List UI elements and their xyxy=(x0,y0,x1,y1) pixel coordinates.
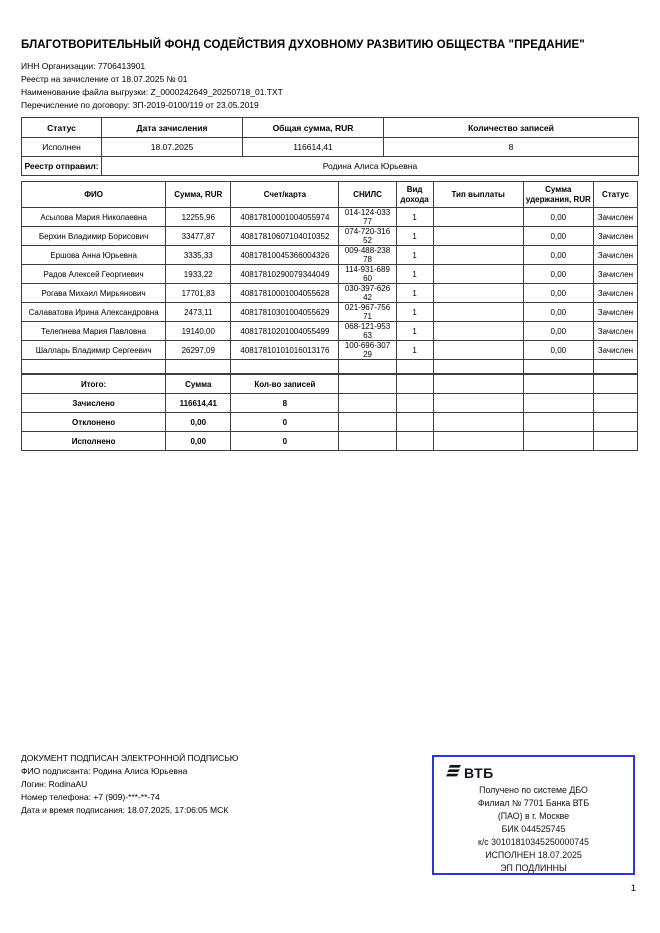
cell-amount: 17701,83 xyxy=(166,284,231,303)
cell-fio: Ершова Анна Юрьевна xyxy=(22,246,166,265)
cell-income-type: 1 xyxy=(396,227,433,246)
summary-total-value: 116614,41 xyxy=(243,138,384,157)
col-header-income-type: Вид дохода xyxy=(396,182,433,208)
signer-login-line: Логин: RodinaAU xyxy=(21,779,88,789)
vtb-logo-text: ВТБ xyxy=(464,765,494,781)
cell-payout-type xyxy=(433,208,523,227)
totals-header-row xyxy=(22,374,638,394)
cell-payout-type xyxy=(433,284,523,303)
cell-withholding: 0,00 xyxy=(523,322,593,341)
cell-income-type: 1 xyxy=(396,208,433,227)
summary-header-row xyxy=(22,118,639,138)
org-title: БЛАГОТВОРИТЕЛЬНЫЙ ФОНД СОДЕЙСТВИЯ ДУХОВНОМУ РАЗВИТИЮ ОБЩЕСТВА "ПРЕДАНИЕ" xyxy=(21,39,585,51)
sender-label: Реестр отправил: xyxy=(22,157,102,176)
cell-status: Зачислен xyxy=(593,284,637,303)
summary-status-value: Исполнен xyxy=(22,138,102,157)
cell-snils: 021-967-756 71 xyxy=(339,303,396,322)
stamp-line-branch: Филиал № 7701 Банка ВТБ xyxy=(477,798,590,808)
cell-withholding: 0,00 xyxy=(523,303,593,322)
table-row xyxy=(22,303,638,322)
signature-title: ДОКУМЕНТ ПОДПИСАН ЭЛЕКТРОННОЙ ПОДПИСЬЮ xyxy=(21,753,239,763)
cell-account: 40817810045366004326 xyxy=(231,246,339,265)
vtb-logo xyxy=(446,764,633,782)
stamp-line-city: (ПАО) в г. Москве xyxy=(497,811,570,821)
col-header-fio: ФИО xyxy=(22,182,166,208)
cell-withholding: 0,00 xyxy=(523,246,593,265)
page-number: 1 xyxy=(630,883,636,894)
cell-snils: 009-488-238 78 xyxy=(339,246,396,265)
cell-amount: 19140,00 xyxy=(166,322,231,341)
cell-amount: 3335,33 xyxy=(166,246,231,265)
col-header-account: Счет/карта xyxy=(231,182,339,208)
cell-payout-type xyxy=(433,227,523,246)
cell-income-type: 1 xyxy=(396,341,433,360)
cell-payout-type xyxy=(433,246,523,265)
cell-snils: 074-720-316 52 xyxy=(339,227,396,246)
summary-header-date: Дата зачисления xyxy=(102,118,243,138)
register-header-row xyxy=(22,182,638,208)
col-header-withholding: Сумма удержания, RUR xyxy=(523,182,593,208)
separator-row xyxy=(22,360,638,375)
stamp-text xyxy=(434,784,633,875)
cell-status: Зачислен xyxy=(593,341,637,360)
cell-account: 40817810607104010352 xyxy=(231,227,339,246)
stamp-line-bik: БИК 044525745 xyxy=(501,824,566,834)
cell-amount: 26297,09 xyxy=(166,341,231,360)
col-header-payout-type: Тип выплаты xyxy=(433,182,523,208)
totals-row-executed xyxy=(22,432,638,451)
table-row xyxy=(22,246,638,265)
cell-snils: 114-931-689 60 xyxy=(339,265,396,284)
cell-account: 40817810001004055628 xyxy=(231,284,339,303)
col-header-status: Статус xyxy=(593,182,637,208)
cell-amount: 33477,87 xyxy=(166,227,231,246)
summary-value-row xyxy=(22,138,639,157)
cell-snils: 100-696-307 29 xyxy=(339,341,396,360)
cell-income-type: 1 xyxy=(396,265,433,284)
cell-snils: 068-121-953 63 xyxy=(339,322,396,341)
cell-income-type: 1 xyxy=(396,284,433,303)
cell-payout-type xyxy=(433,322,523,341)
cell-fio: Шалларь Владимир Сергеевич xyxy=(22,341,166,360)
stamp-line-corr-account: к/с 30101810345250000745 xyxy=(478,837,589,847)
cell-income-type: 1 xyxy=(396,322,433,341)
contract-line: Перечисление по договору: ЗП-2019-0100/119 от 23.05.2019 xyxy=(21,100,259,110)
table-row xyxy=(22,284,638,303)
cell-account: 40817810301004055629 xyxy=(231,303,339,322)
cell-status: Зачислен xyxy=(593,303,637,322)
cell-status: Зачислен xyxy=(593,265,637,284)
cell-snils: 014-124-033 77 xyxy=(339,208,396,227)
totals-row-count: 0 xyxy=(231,432,339,451)
cell-account: 40817810101016013176 xyxy=(231,341,339,360)
totals-row-sum: 116614,41 xyxy=(166,394,231,413)
table-row xyxy=(22,208,638,227)
cell-fio: Телепнева Мария Павловна xyxy=(22,322,166,341)
sender-value: Родина Алиса Юрьевна xyxy=(102,157,639,176)
cell-payout-type xyxy=(433,341,523,360)
cell-status: Зачислен xyxy=(593,246,637,265)
cell-status: Зачислен xyxy=(593,322,637,341)
cell-withholding: 0,00 xyxy=(523,265,593,284)
totals-row-label: Исполнено xyxy=(22,432,166,451)
cell-account: 40817810001004055974 xyxy=(231,208,339,227)
totals-row-sum: 0,00 xyxy=(166,413,231,432)
cell-fio: Радов Алексей Георгиевич xyxy=(22,265,166,284)
totals-row-label: Отклонено xyxy=(22,413,166,432)
table-row xyxy=(22,265,638,284)
totals-sum-header: Сумма xyxy=(166,374,231,394)
cell-withholding: 0,00 xyxy=(523,227,593,246)
totals-label: Итого: xyxy=(22,374,166,394)
stamp-line-executed: ИСПОЛНЕН 18.07.2025 xyxy=(485,850,582,860)
col-header-amount: Сумма, RUR xyxy=(166,182,231,208)
table-row xyxy=(22,341,638,360)
totals-row-credited xyxy=(22,394,638,413)
signature-block xyxy=(21,752,401,817)
vtb-bank-stamp xyxy=(432,755,635,875)
cell-fio: Асылова Мария Николаевна xyxy=(22,208,166,227)
signer-name-line: ФИО подписанта: Родина Алиса Юрьевна xyxy=(21,766,188,776)
summary-header-total: Общая сумма, RUR xyxy=(243,118,384,138)
vtb-stripes-icon xyxy=(446,764,461,782)
summary-header-status: Статус xyxy=(22,118,102,138)
summary-table xyxy=(21,117,639,176)
cell-account: 40817810290079344049 xyxy=(231,265,339,284)
cell-withholding: 0,00 xyxy=(523,284,593,303)
totals-row-count: 0 xyxy=(231,413,339,432)
cell-status: Зачислен xyxy=(593,227,637,246)
totals-row-label: Зачислено xyxy=(22,394,166,413)
totals-row-sum: 0,00 xyxy=(166,432,231,451)
cell-income-type: 1 xyxy=(396,246,433,265)
register-table xyxy=(21,181,638,451)
cell-income-type: 1 xyxy=(396,303,433,322)
table-row xyxy=(22,227,638,246)
cell-withholding: 0,00 xyxy=(523,208,593,227)
cell-account: 40817810201004055499 xyxy=(231,322,339,341)
stamp-line-received: Получено по системе ДБО xyxy=(479,785,588,795)
col-header-snils: СНИЛС xyxy=(339,182,396,208)
signing-datetime-line: Дата и время подписания: 18.07.2025, 17:06:05 МСК xyxy=(21,805,229,815)
cell-amount: 12255,96 xyxy=(166,208,231,227)
document-header xyxy=(21,38,638,112)
cell-fio: Рогава Михаил Мирьянович xyxy=(22,284,166,303)
register-date-line: Реестр на зачисление от 18.07.2025 № 01 xyxy=(21,74,188,84)
cell-fio: Салаватова Ирина Александровна xyxy=(22,303,166,322)
export-file-line: Наименование файла выгрузки: Z_0000242649_20250718_01.TXT xyxy=(21,87,283,97)
cell-snils: 030-397-626 42 xyxy=(339,284,396,303)
cell-withholding: 0,00 xyxy=(523,341,593,360)
summary-sender-row xyxy=(22,157,639,176)
cell-payout-type xyxy=(433,303,523,322)
summary-header-count: Количество записей xyxy=(384,118,639,138)
cell-amount: 1933,22 xyxy=(166,265,231,284)
org-inn-line: ИНН Организации: 7706413901 xyxy=(21,61,146,71)
summary-date-value: 18.07.2025 xyxy=(102,138,243,157)
totals-row-rejected xyxy=(22,413,638,432)
table-row xyxy=(22,322,638,341)
cell-payout-type xyxy=(433,265,523,284)
cell-fio: Берхин Владимир Борисович xyxy=(22,227,166,246)
signer-phone-line: Номер телефона: +7 (909)-***-**-74 xyxy=(21,792,160,802)
cell-amount: 2473,11 xyxy=(166,303,231,322)
totals-count-header: Кол-во записей xyxy=(231,374,339,394)
totals-row-count: 8 xyxy=(231,394,339,413)
summary-count-value: 8 xyxy=(384,138,639,157)
stamp-line-signatures-valid: ЭП ПОДЛИННЫ xyxy=(500,863,567,873)
cell-status: Зачислен xyxy=(593,208,637,227)
